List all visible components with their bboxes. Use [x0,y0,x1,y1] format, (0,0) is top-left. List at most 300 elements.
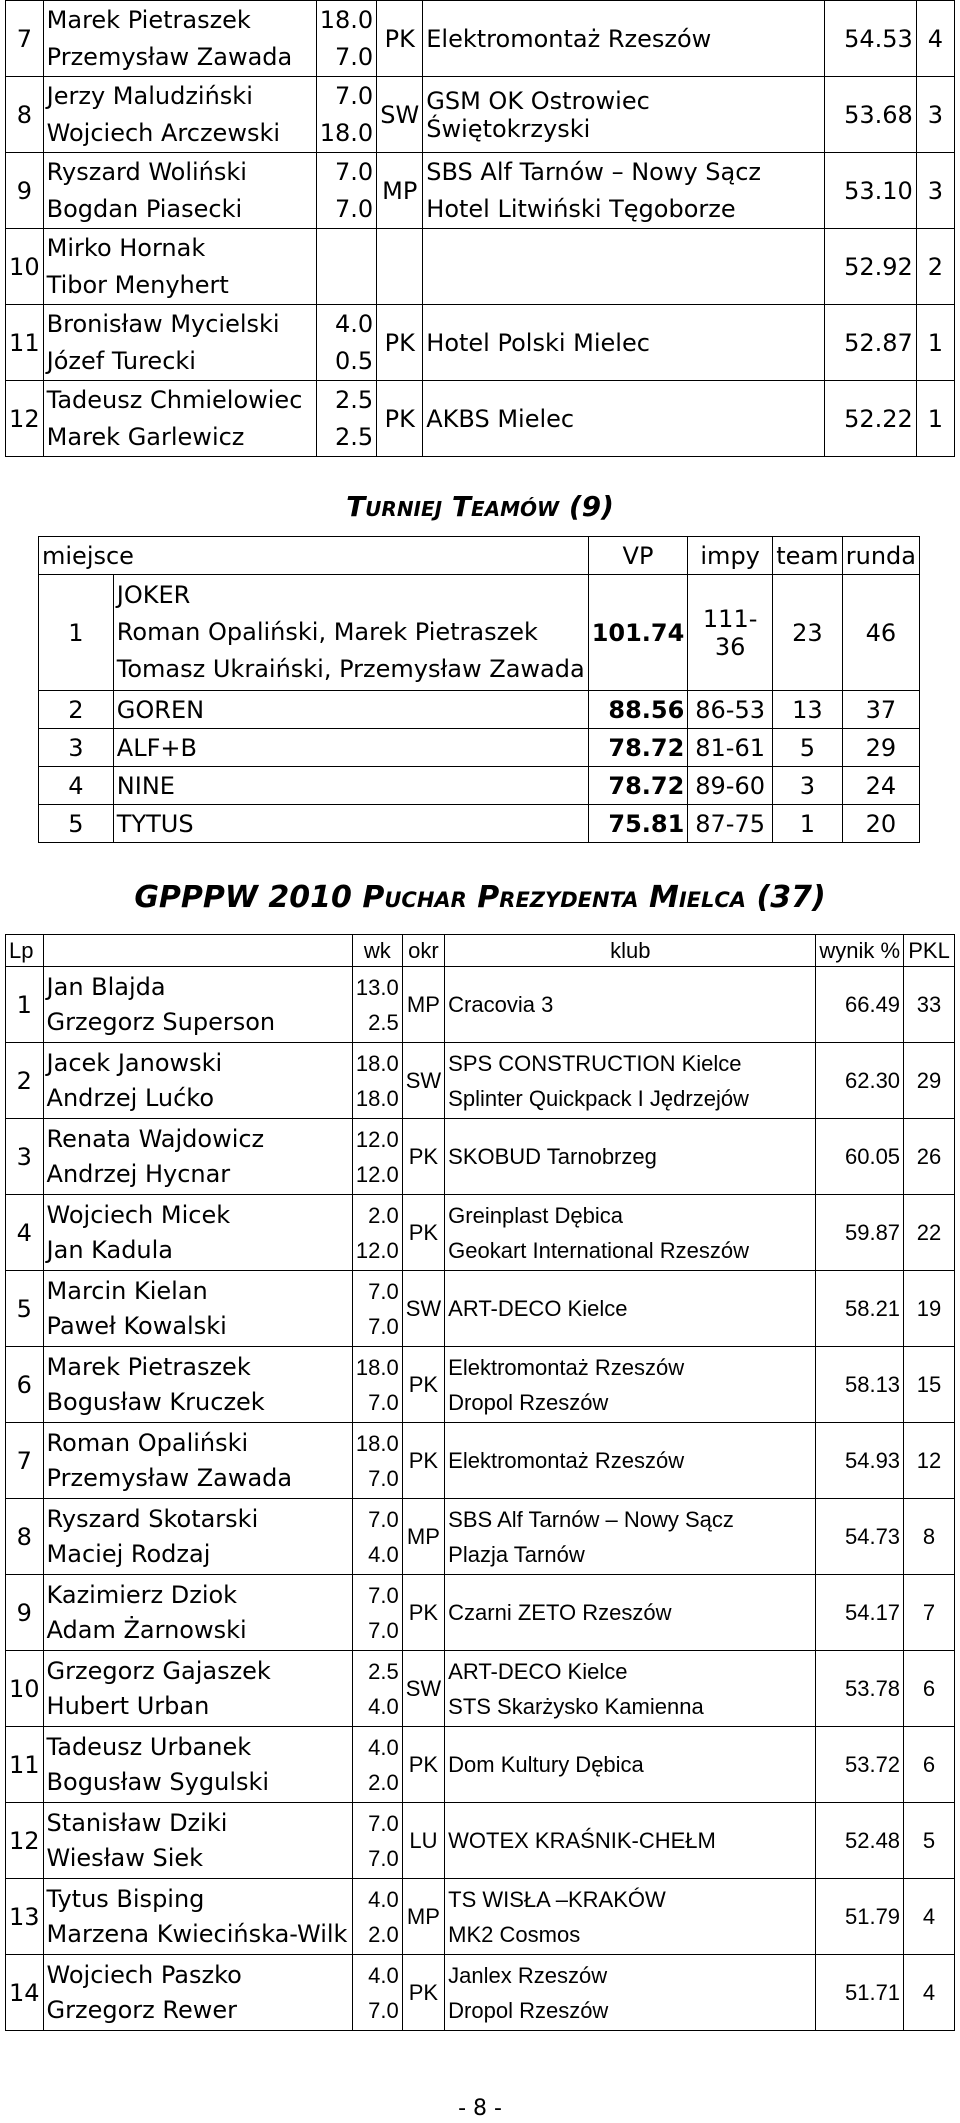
gp-results-table [5,934,955,2031]
wk-value: 2.0 [368,1921,399,1947]
row-number: 2 [6,1043,44,1119]
player-name: Marek Pietraszek [46,5,251,34]
club-name: Czarni ZETO Rzeszów [445,1575,816,1651]
header-wk: wk [352,935,402,967]
gp-header-row [6,935,955,967]
region-code: PK [402,1575,444,1651]
club-name: Cracovia 3 [445,967,816,1043]
players-cell [43,229,316,305]
region-code: PK [377,381,423,457]
players-cell [43,967,352,1043]
player-name: Adam Żarnowski [46,1615,247,1644]
wk-value: 7.0 [368,1465,399,1491]
result-value: 53.68 [824,77,916,153]
player-name: Tadeusz Urbanek [46,1732,252,1761]
wk-value: 4.0 [368,1962,399,1988]
table-row [6,1119,955,1195]
table-row [6,1499,955,1575]
header-team: team [772,537,842,575]
wk-cell [352,1271,402,1347]
club-name: SKOBUD Tarnobrzeg [445,1119,816,1195]
club-name: Dropol Rzeszów [448,1389,609,1415]
table-row [6,77,955,153]
pkl-value: 5 [904,1803,955,1879]
impy-value: 87-75 [688,805,773,843]
pkl-value: 3 [916,77,954,153]
table-row [6,1651,955,1727]
table-row [6,1347,955,1423]
player-name: Marek Garlewicz [46,422,245,451]
header-place: miejsce [39,537,589,575]
vp-value: 88.56 [588,691,688,729]
row-number: 7 [6,1423,44,1499]
player-name: Jacek Janowski [46,1048,223,1077]
players-cell [43,381,316,457]
table-row [6,1423,955,1499]
wk-value: 7.0 [334,42,374,71]
players-cell [43,77,316,153]
player-name: Marzena Kwiecińska-Wilk [46,1919,348,1948]
region-code: PK [402,1423,444,1499]
wk-cell [316,77,377,153]
players-cell [43,1955,352,2031]
result-value: 52.87 [824,305,916,381]
players-cell [43,1,316,77]
player-name: Bogusław Sygulski [46,1767,270,1796]
wk-value: 7.0 [368,1278,399,1304]
table-row [6,305,955,381]
wk-value: 18.0 [319,118,374,147]
club-cell [423,153,824,229]
players-cell [43,1575,352,1651]
result-value: 53.72 [816,1727,904,1803]
vp-value: 78.72 [588,729,688,767]
wk-value: 2.0 [368,1202,399,1228]
team-members-line: Tomasz Ukraiński, Przemysław Zawada [116,655,585,683]
players-cell [43,1347,352,1423]
wk-value: 4.0 [368,1541,399,1567]
club-cell [445,1347,816,1423]
player-name: Tibor Menyhert [46,270,229,299]
wk-cell [352,1423,402,1499]
table-row [6,1575,955,1651]
pkl-value: 3 [916,153,954,229]
player-name: Tytus Bisping [46,1884,205,1913]
region-code: LU [402,1803,444,1879]
club-name: GSM OK Ostrowiec Świętokrzyski [423,77,824,153]
wk-cell [352,1499,402,1575]
row-number: 9 [6,1575,44,1651]
player-name: Marek Pietraszek [46,1352,251,1381]
table-row [6,1271,955,1347]
region-code: MP [402,1879,444,1955]
wk-value: 12.0 [355,1161,399,1187]
region-code: PK [377,305,423,381]
wk-value: 7.0 [368,1845,399,1871]
player-name: Tadeusz Chmielowiec [46,385,303,414]
team-members-line: Roman Opaliński, Marek Pietraszek [116,618,538,646]
table-row [6,1,955,77]
wk-cell [352,967,402,1043]
table-row [6,1955,955,2031]
players-cell [43,1803,352,1879]
header-klub: klub [445,935,816,967]
wk-cell [352,1575,402,1651]
club-name: Greinplast Dębica [448,1202,624,1228]
teams-header-row [39,537,920,575]
result-value: 51.71 [816,1955,904,2031]
player-name: Jan Kadula [46,1235,174,1264]
club-name: TS WISŁA –KRAKÓW [448,1886,666,1912]
wk-value: 2.0 [368,1769,399,1795]
wk-cell [352,1119,402,1195]
place-number: 4 [39,767,114,805]
team-name: TYTUS [113,805,588,843]
place-number: 2 [39,691,114,729]
player-name: Wojciech Arczewski [46,118,281,147]
row-number: 6 [6,1347,44,1423]
wk-value: 12.0 [355,1237,399,1263]
runda-value: 20 [842,805,919,843]
player-name: Jerzy Maludziński [46,81,253,110]
wk-value: 18.0 [355,1354,399,1380]
wk-value: 2.5 [368,1009,399,1035]
result-value: 58.13 [816,1347,904,1423]
wk-cell [352,1195,402,1271]
wk-value: 12.0 [355,1126,399,1152]
impy-value: 89-60 [688,767,773,805]
club-name: AKBS Mielec [423,381,824,457]
pkl-value: 26 [904,1119,955,1195]
row-number: 13 [6,1879,44,1955]
wk-value: 7.0 [334,81,374,110]
player-name: Hubert Urban [46,1691,210,1720]
club-name: Geokart International Rzeszów [448,1237,749,1263]
result-value: 58.21 [816,1271,904,1347]
club-name: Janlex Rzeszów [448,1962,608,1988]
impy-value: 111-36 [688,575,773,691]
club-name: Dropol Rzeszów [448,1997,609,2023]
wk-value: 4.0 [368,1886,399,1912]
club-name: Dom Kultury Dębica [445,1727,816,1803]
table-row [39,729,920,767]
team-value: 1 [772,805,842,843]
wk-value: 18.0 [355,1050,399,1076]
pkl-value: 1 [916,381,954,457]
players-cell [43,1727,352,1803]
club-name: ART-DECO Kielce [448,1658,628,1684]
wk-value: 7.0 [368,1313,399,1339]
pkl-value: 4 [904,1955,955,2031]
result-value: 52.22 [824,381,916,457]
club-name: STS Skarżysko Kamienna [448,1693,704,1719]
players-cell [43,1195,352,1271]
club-name: Hotel Polski Mielec [423,305,824,381]
row-number: 12 [6,1803,44,1879]
table-row [39,767,920,805]
players-cell [43,305,316,381]
runda-value: 24 [842,767,919,805]
header-runda: runda [842,537,919,575]
wk-value: 2.5 [368,1658,399,1684]
team-name-cell [113,575,588,691]
impy-value: 81-61 [688,729,773,767]
player-name: Renata Wajdowicz [46,1124,265,1153]
player-name: Roman Opaliński [46,1428,249,1457]
table-row [6,1727,955,1803]
players-cell [43,1423,352,1499]
club-name: SBS Alf Tarnów – Nowy Sącz [448,1506,734,1532]
wk-value: 7.0 [368,1617,399,1643]
player-name: Stanisław Dziki [46,1808,228,1837]
place-number: 1 [39,575,114,691]
header-impy: impy [688,537,773,575]
club-name: MK2 Cosmos [448,1921,581,1947]
club-name: Hotel Litwiński Tęgoborze [426,194,736,223]
wk-cell [316,1,377,77]
page-number: - 8 - [458,2096,502,2121]
player-name: Andrzej Hycnar [46,1159,231,1188]
team-value: 3 [772,767,842,805]
region-code: SW [402,1271,444,1347]
region-code: PK [402,1727,444,1803]
table-row [6,1803,955,1879]
player-name: Przemysław Zawada [46,42,293,71]
wk-value: 2.5 [334,422,374,451]
wk-value: 7.0 [334,157,374,186]
region-code: SW [402,1651,444,1727]
table-row [6,967,955,1043]
wk-cell [352,1347,402,1423]
results-table-continued [5,0,955,457]
player-name: Maciej Rodzaj [46,1539,211,1568]
players-cell [43,1651,352,1727]
player-name: Wojciech Paszko [46,1960,242,1989]
team-name: NINE [113,767,588,805]
team-value: 5 [772,729,842,767]
table-row [6,1043,955,1119]
table-row [6,1195,955,1271]
result-value: 52.48 [816,1803,904,1879]
player-name: Bogusław Kruczek [46,1387,265,1416]
wk-cell [352,1803,402,1879]
pkl-value: 12 [904,1423,955,1499]
region-code [377,229,423,305]
row-number: 7 [6,1,44,77]
players-cell [43,153,316,229]
club-name: SBS Alf Tarnów – Nowy Sącz [426,157,762,186]
pkl-value: 4 [916,1,954,77]
pkl-value: 1 [916,305,954,381]
wk-value: 4.0 [334,309,374,338]
table-row [6,153,955,229]
row-number: 12 [6,381,44,457]
row-number: 14 [6,1955,44,2031]
place-number: 3 [39,729,114,767]
result-value: 54.53 [824,1,916,77]
club-cell [445,1043,816,1119]
wk-cell [316,229,377,305]
wk-cell [352,1727,402,1803]
wk-value: 7.0 [368,1506,399,1532]
region-code: SW [402,1043,444,1119]
row-number: 11 [6,1727,44,1803]
row-number: 1 [6,967,44,1043]
row-number: 9 [6,153,44,229]
wk-cell [316,381,377,457]
wk-value: 18.0 [355,1085,399,1111]
player-name: Wiesław Siek [46,1843,204,1872]
wk-value: 7.0 [368,1997,399,2023]
region-code: SW [377,77,423,153]
wk-cell [352,1955,402,2031]
player-name: Ryszard Skotarski [46,1504,259,1533]
players-cell [43,1271,352,1347]
wk-value: 7.0 [368,1389,399,1415]
player-name: Bogdan Piasecki [46,194,243,223]
table-row [39,691,920,729]
table-row [39,575,920,691]
region-code: MP [377,153,423,229]
player-name: Andrzej Lućko [46,1083,215,1112]
result-value: 51.79 [816,1879,904,1955]
wk-value: 2.5 [334,385,374,414]
wk-value: 13.0 [355,974,399,1000]
player-name: Mirko Hornak [46,233,206,262]
row-number: 4 [6,1195,44,1271]
pkl-value: 2 [916,229,954,305]
row-number: 8 [6,1499,44,1575]
wk-cell [352,1043,402,1119]
players-cell [43,1499,352,1575]
player-name: Grzegorz Rewer [46,1995,238,2024]
row-number: 5 [6,1271,44,1347]
pkl-value: 6 [904,1651,955,1727]
wk-cell [352,1651,402,1727]
player-name: Kazimierz Dziok [46,1580,238,1609]
region-code: PK [377,1,423,77]
result-value: 54.73 [816,1499,904,1575]
result-value: 52.92 [824,229,916,305]
club-cell [445,1195,816,1271]
result-value: 54.17 [816,1575,904,1651]
club-name: Elektromontaż Rzeszów [445,1423,816,1499]
player-name: Grzegorz Superson [46,1007,276,1036]
club-name: ART-DECO Kielce [445,1271,816,1347]
runda-value: 29 [842,729,919,767]
player-name: Wojciech Micek [46,1200,231,1229]
wk-value: 7.0 [368,1582,399,1608]
pkl-value: 8 [904,1499,955,1575]
vp-value: 78.72 [588,767,688,805]
pkl-value: 29 [904,1043,955,1119]
result-value: 53.78 [816,1651,904,1727]
result-value: 59.87 [816,1195,904,1271]
wk-value: 18.0 [355,1430,399,1456]
teams-tournament-title: Turniej Teamów (9) [346,490,614,523]
players-cell [43,1043,352,1119]
region-code: PK [402,1955,444,2031]
result-value: 66.49 [816,967,904,1043]
row-number: 10 [6,1651,44,1727]
player-name: Przemysław Zawada [46,1463,293,1492]
region-code: PK [402,1195,444,1271]
row-number: 8 [6,77,44,153]
region-code: MP [402,967,444,1043]
player-name: Ryszard Woliński [46,157,247,186]
wk-cell [316,305,377,381]
club-cell [445,1955,816,2031]
club-cell [445,1499,816,1575]
club-name: Elektromontaż Rzeszów [448,1354,685,1380]
region-code: PK [402,1119,444,1195]
club-name: SPS CONSTRUCTION Kielce [448,1050,742,1076]
club-name [423,229,824,305]
club-name: Elektromontaż Rzeszów [423,1,824,77]
club-cell [445,1879,816,1955]
team-name: ALF+B [113,729,588,767]
pkl-value: 7 [904,1575,955,1651]
club-name: Splinter Quickpack I Jędrzejów [448,1085,749,1111]
table-row [6,381,955,457]
row-number: 11 [6,305,44,381]
pkl-value: 6 [904,1727,955,1803]
pkl-value: 19 [904,1271,955,1347]
wk-value: 7.0 [368,1810,399,1836]
result-value: 60.05 [816,1119,904,1195]
player-name: Paweł Kowalski [46,1311,227,1340]
vp-value: 75.81 [588,805,688,843]
header-wynik: wynik % [816,935,904,967]
result-value: 54.93 [816,1423,904,1499]
region-code: PK [402,1347,444,1423]
club-name: Plazja Tarnów [448,1541,585,1567]
header-okr: okr [402,935,444,967]
wk-value: 4.0 [368,1693,399,1719]
pkl-value: 22 [904,1195,955,1271]
pkl-value: 15 [904,1347,955,1423]
table-row [6,229,955,305]
player-name: Józef Turecki [46,346,196,375]
header-lp: Lp [6,935,44,967]
wk-cell [316,153,377,229]
club-cell [445,1651,816,1727]
wk-value: 7.0 [334,194,374,223]
header-vp: VP [588,537,688,575]
team-value: 13 [772,691,842,729]
team-value: 23 [772,575,842,691]
wk-value: 18.0 [319,5,374,34]
row-number: 3 [6,1119,44,1195]
impy-value: 86-53 [688,691,773,729]
place-number: 5 [39,805,114,843]
table-row [6,1879,955,1955]
wk-value: 4.0 [368,1734,399,1760]
runda-value: 46 [842,575,919,691]
runda-value: 37 [842,691,919,729]
player-name: Grzegorz Gajaszek [46,1656,271,1685]
row-number: 10 [6,229,44,305]
pkl-value: 4 [904,1879,955,1955]
table-row [39,805,920,843]
player-name: Marcin Kielan [46,1276,208,1305]
wk-value: 0.5 [334,346,374,375]
region-code: MP [402,1499,444,1575]
result-value: 53.10 [824,153,916,229]
club-name: WOTEX KRAŚNIK-CHEŁM [445,1803,816,1879]
header-pkl: PKL [904,935,955,967]
teams-results-table [38,536,920,843]
